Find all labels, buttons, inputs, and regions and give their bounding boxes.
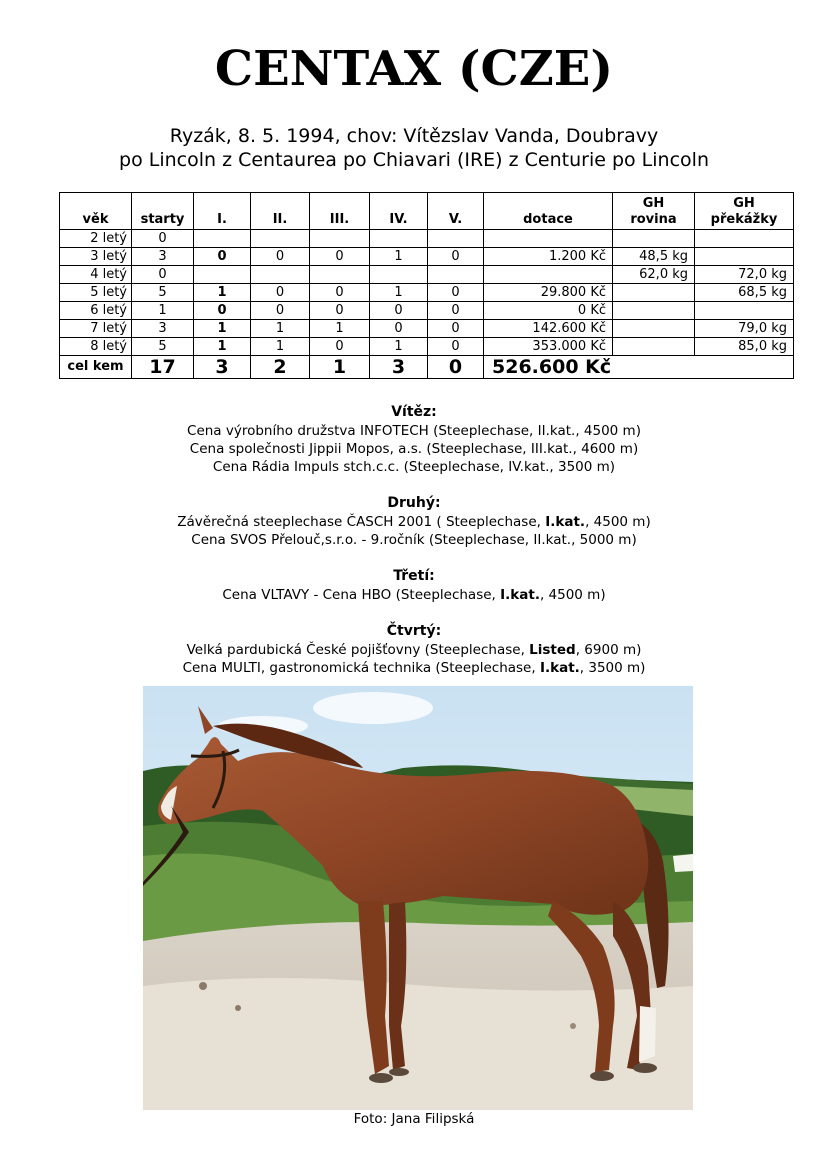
cell-age: 8 letý [60, 338, 132, 356]
total-fourth: 3 [370, 356, 428, 379]
second-place-section [0, 494, 828, 549]
table-row [60, 302, 794, 320]
second-heading: Druhý: [387, 495, 441, 511]
cell-second [251, 230, 310, 248]
cell-second: 0 [251, 302, 310, 320]
total-first: 3 [194, 356, 251, 379]
cell-first: 0 [194, 302, 251, 320]
cell-second [251, 266, 310, 284]
pedigree-line: po Lincoln z Centaurea po Chiavari (IRE) z Centurie po Lincoln [119, 149, 709, 171]
cell-starts: 0 [132, 230, 194, 248]
header-dotace: dotace [484, 193, 613, 230]
winner-heading: Vítěz: [391, 404, 437, 420]
cell-prize: 142.600 Kč [484, 320, 613, 338]
cell-fifth: 0 [428, 320, 484, 338]
horse-photo [143, 686, 693, 1110]
total-third: 1 [310, 356, 370, 379]
cell-fifth: 0 [428, 338, 484, 356]
header-third: III. [310, 193, 370, 230]
header-fourth: IV. [370, 193, 428, 230]
cell-gh-hurdles: 85,0 kg [695, 338, 794, 356]
cell-prize [484, 230, 613, 248]
cell-second: 1 [251, 320, 310, 338]
cell-starts: 0 [132, 266, 194, 284]
photo-caption: Foto: Jana Filipská [353, 1111, 475, 1127]
cell-gh-hurdles [695, 230, 794, 248]
cell-fourth: 0 [370, 320, 428, 338]
cell-age: 3 letý [60, 248, 132, 266]
cell-third [310, 230, 370, 248]
winner-race-3: Cena Rádia Impuls stch.c.c. (Steeplechase, IV.kat., 3500 m) [212, 459, 616, 475]
total-prize: 526.600 Kč [484, 356, 613, 379]
cell-fourth [370, 266, 428, 284]
table-row [60, 320, 794, 338]
cell-age: 7 letý [60, 320, 132, 338]
winner-section [0, 403, 828, 476]
cell-gh-flat [613, 284, 695, 302]
cell-second: 0 [251, 284, 310, 302]
winner-race-1: Cena výrobního družstva INFOTECH (Steeplechase, II.kat., 4500 m) [187, 423, 641, 439]
cell-prize: 29.800 Kč [484, 284, 613, 302]
cell-second: 1 [251, 338, 310, 356]
total-label: cel kem [60, 356, 132, 379]
cell-fourth: 0 [370, 302, 428, 320]
cell-gh-flat: 48,5 kg [613, 248, 695, 266]
cell-fifth [428, 266, 484, 284]
cell-prize: 353.000 Kč [484, 338, 613, 356]
fourth-place-section [0, 622, 828, 677]
cell-gh-flat [613, 338, 695, 356]
third-place-section [0, 567, 828, 604]
header-first: I. [194, 193, 251, 230]
cell-fifth: 0 [428, 248, 484, 266]
cell-fourth [370, 230, 428, 248]
cell-gh-hurdles [695, 248, 794, 266]
cell-first [194, 266, 251, 284]
cell-gh-flat: 62,0 kg [613, 266, 695, 284]
header-starty: starty [132, 193, 194, 230]
race-statistics-table [59, 192, 794, 379]
fourth-race-1: Velká pardubická České pojišťovny (Steeplechase, Listed, 6900 m) [186, 642, 642, 658]
cell-prize: 1.200 Kč [484, 248, 613, 266]
cell-age: 5 letý [60, 284, 132, 302]
header-vek: věk [60, 193, 132, 230]
cell-third: 0 [310, 338, 370, 356]
cell-age: 4 letý [60, 266, 132, 284]
cell-gh-flat [613, 320, 695, 338]
cell-prize [484, 266, 613, 284]
header-fifth: V. [428, 193, 484, 230]
cell-first: 0 [194, 248, 251, 266]
cell-starts: 5 [132, 284, 194, 302]
second-race-1: Závěrečná steeplechase ČASCH 2001 ( Steeplechase, I.kat., 4500 m) [177, 514, 651, 530]
table-row [60, 284, 794, 302]
table-row [60, 266, 794, 284]
cell-fourth: 1 [370, 284, 428, 302]
header-second: II. [251, 193, 310, 230]
cell-fourth: 1 [370, 248, 428, 266]
cell-starts: 1 [132, 302, 194, 320]
cell-gh-flat [613, 302, 695, 320]
cell-prize: 0 Kč [484, 302, 613, 320]
cell-third: 0 [310, 302, 370, 320]
cell-third: 1 [310, 320, 370, 338]
cell-first: 1 [194, 320, 251, 338]
cell-fourth: 1 [370, 338, 428, 356]
cell-starts: 3 [132, 248, 194, 266]
winner-race-2: Cena společnosti Jippii Mopos, a.s. (Steeplechase, III.kat., 4600 m) [189, 441, 639, 457]
header-gh-prekazky: GH překážky [695, 193, 794, 230]
header-gh-rovina: GH rovina [613, 193, 695, 230]
cell-first: 1 [194, 338, 251, 356]
cell-gh-flat [613, 230, 695, 248]
cell-third [310, 266, 370, 284]
cell-starts: 5 [132, 338, 194, 356]
cell-age: 2 letý [60, 230, 132, 248]
cell-fifth [428, 230, 484, 248]
cell-age: 6 letý [60, 302, 132, 320]
horse-info-line: Ryzák, 8. 5. 1994, chov: Vítězslav Vanda, Doubravy [169, 125, 659, 147]
cell-gh-hurdles [695, 302, 794, 320]
third-race-1: Cena VLTAVY - Cena HBO (Steeplechase, I.kat., 4500 m) [222, 587, 606, 603]
cell-fifth: 0 [428, 302, 484, 320]
total-second: 2 [251, 356, 310, 379]
cell-fifth: 0 [428, 284, 484, 302]
table-row [60, 338, 794, 356]
cell-first [194, 230, 251, 248]
table-row [60, 248, 794, 266]
cell-second: 0 [251, 248, 310, 266]
horse-name-title: CENTAX (CZE) [214, 41, 614, 97]
total-empty-cell [613, 356, 794, 379]
fourth-heading: Čtvrtý: [386, 623, 442, 639]
fourth-race-2: Cena MULTI, gastronomická technika (Steeplechase, I.kat., 3500 m) [182, 660, 646, 676]
table-total-row [60, 356, 794, 379]
table-header-row [60, 193, 794, 230]
third-heading: Třetí: [393, 568, 435, 584]
cell-gh-hurdles: 79,0 kg [695, 320, 794, 338]
cell-third: 0 [310, 284, 370, 302]
second-race-2: Cena SVOS Přelouč,s.r.o. - 9.ročník (Steeplechase, II.kat., 5000 m) [191, 532, 637, 548]
cell-starts: 3 [132, 320, 194, 338]
total-fifth: 0 [428, 356, 484, 379]
cell-third: 0 [310, 248, 370, 266]
cell-gh-hurdles: 68,5 kg [695, 284, 794, 302]
table-row [60, 230, 794, 248]
cell-gh-hurdles: 72,0 kg [695, 266, 794, 284]
total-starts: 17 [132, 356, 194, 379]
cell-first: 1 [194, 284, 251, 302]
